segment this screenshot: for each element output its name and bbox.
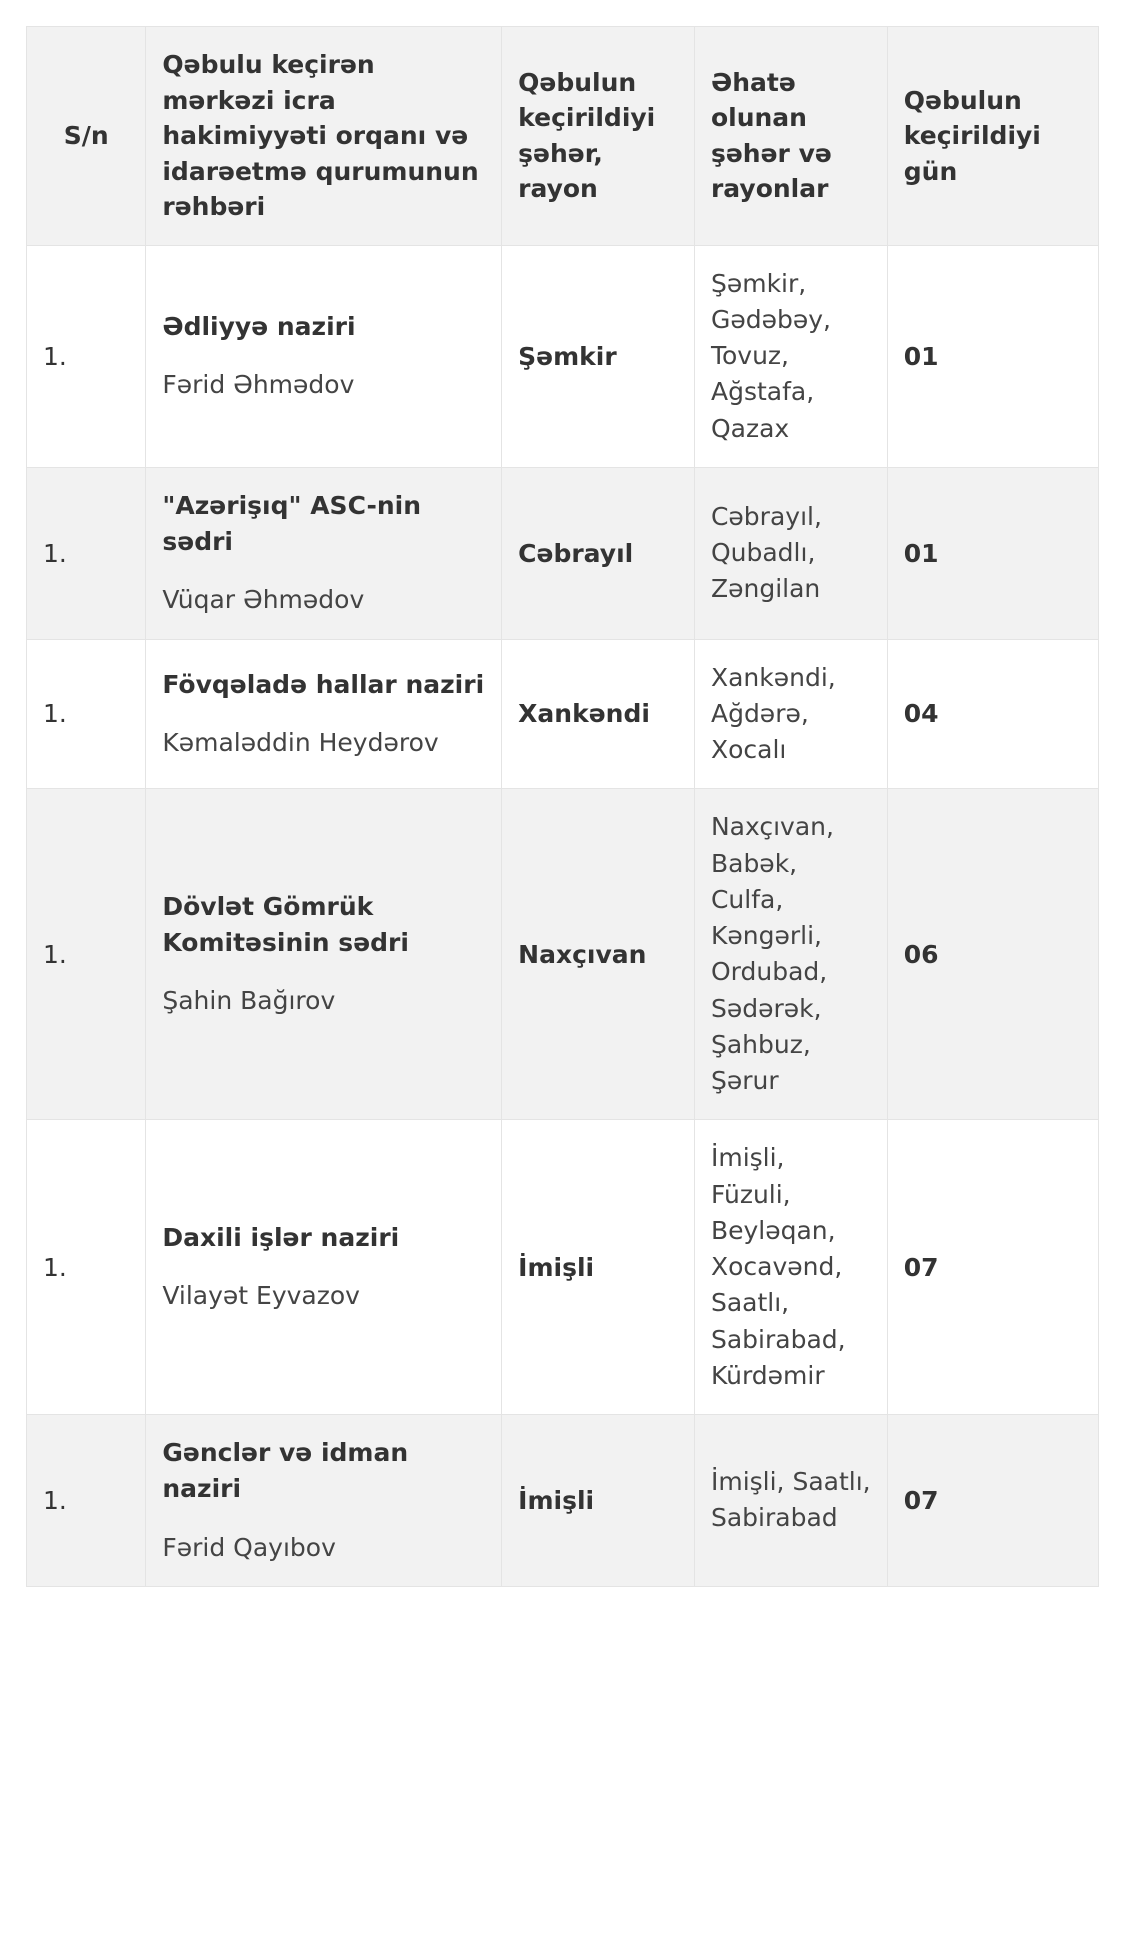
table-row [27, 789, 1099, 1120]
official-post: Fövqəladə hallar naziri [162, 669, 485, 699]
official-name: Vilayət Eyvazov [162, 1281, 360, 1311]
row-number: 1. [27, 1120, 146, 1415]
reception-schedule-table [26, 26, 1099, 1587]
covered-areas: Xankəndi, Ağdərə, Xocalı [694, 639, 887, 789]
column-header-city: Qəbulun keçirildiyi şəhər, rayon [502, 27, 695, 246]
official-cell [146, 1415, 502, 1587]
covered-areas: İmişli, Saatlı, Sabirabad [694, 1415, 887, 1587]
official-name: Vüqar Əhmədov [162, 585, 365, 615]
reception-city: Şəmkir [502, 245, 695, 467]
reception-day: 07 [887, 1120, 1098, 1415]
reception-day: 07 [887, 1415, 1098, 1587]
column-header-sn: S/n [27, 27, 146, 246]
reception-city: Naxçıvan [502, 789, 695, 1120]
official-post: "Azərişıq" ASC-nin sədri [162, 490, 422, 556]
official-cell [146, 789, 502, 1120]
covered-areas: İmişli, Füzuli, Beyləqan, Xocavənd, Saatlı, Sabirabad, Kürdəmir [694, 1120, 887, 1415]
table-row [27, 639, 1099, 789]
table-row [27, 1415, 1099, 1587]
table-body [27, 245, 1099, 1586]
reception-city: İmişli [502, 1415, 695, 1587]
covered-areas: Şəmkir, Gədəbəy, Tovuz, Ağstafa, Qazax [694, 245, 887, 467]
column-header-areas: Əhatə olunan şəhər və rayonlar [694, 27, 887, 246]
official-cell [146, 245, 502, 467]
column-header-day: Qəbulun keçirildiyi gün [887, 27, 1098, 246]
official-post: Ədliyyə naziri [162, 311, 356, 341]
reception-day: 04 [887, 639, 1098, 789]
official-post: Daxili işlər naziri [162, 1222, 400, 1252]
row-number: 1. [27, 1415, 146, 1587]
reception-day: 06 [887, 789, 1098, 1120]
table-row [27, 467, 1099, 639]
official-name: Şahin Bağırov [162, 986, 336, 1016]
row-number: 1. [27, 639, 146, 789]
table-row [27, 1120, 1099, 1415]
official-cell [146, 467, 502, 639]
reception-city: İmişli [502, 1120, 695, 1415]
reception-city: Xankəndi [502, 639, 695, 789]
column-header-official: Qəbulu keçirən mərkəzi icra hakimiyyəti orqanı və idarəetmə qurumunun rəhbəri [146, 27, 502, 246]
covered-areas: Cəbrayıl, Qubadlı, Zəngilan [694, 467, 887, 639]
official-name: Fərid Əhmədov [162, 370, 355, 400]
table-row [27, 245, 1099, 467]
official-cell [146, 1120, 502, 1415]
official-cell [146, 639, 502, 789]
reception-city: Cəbrayıl [502, 467, 695, 639]
official-name: Fərid Qayıbov [162, 1532, 336, 1562]
official-post: Gənclər və idman naziri [162, 1438, 409, 1504]
official-name: Kəmaləddin Heydərov [162, 727, 439, 757]
covered-areas: Naxçıvan, Babək, Culfa, Kəngərli, Ordubad, Sədərək, Şahbuz, Şərur [694, 789, 887, 1120]
reception-day: 01 [887, 245, 1098, 467]
row-number: 1. [27, 789, 146, 1120]
row-number: 1. [27, 245, 146, 467]
official-post: Dövlət Gömrük Komitəsinin sədri [162, 891, 409, 958]
reception-day: 01 [887, 467, 1098, 639]
table-header-row [27, 27, 1099, 246]
row-number: 1. [27, 467, 146, 639]
table-header [27, 27, 1099, 246]
